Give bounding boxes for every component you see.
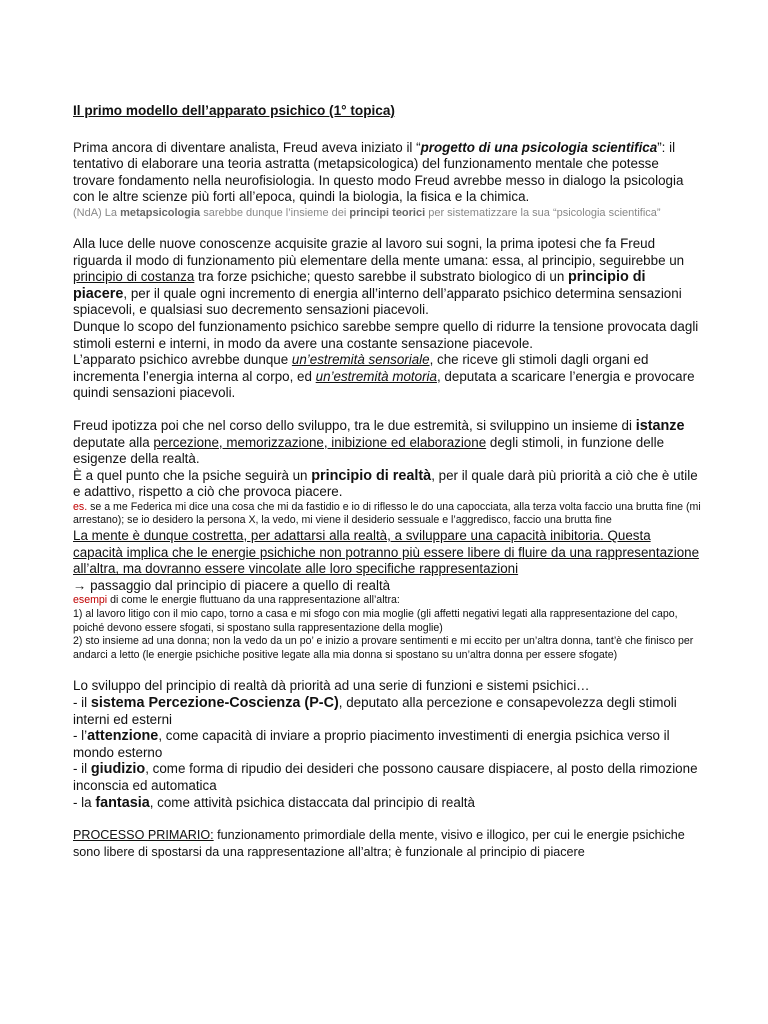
emphasis-progetto: progetto di una psicologia scientifica (420, 139, 658, 155)
paragraph-capacita-inibitoria: La mente è dunque costretta, per adattarsi alla realtà, a sviluppare una capacità inibitoria. Questa capacità implica che le energie psichiche non potranno più essere libere di fluire da una rappresentazione all’altra, ma dovranno essere vincolate alle loro specifiche rappresentazioni (73, 528, 700, 577)
example-item: 2) sto insieme ad una donna; non la vedo da un po’ e inizio a provare sentimenti e mi eccito per un’altra donna, tant’è che finisco per andarci a letto (le energie psichiche positive legate alla mia donna si spostano su un’altra donna per essere sfogate) (73, 635, 694, 661)
list-item: - il giudizio, come forma di ripudio dei desideri che possono causare dispiacere, al posto della rimozione inconscia ed automatica (73, 761, 698, 793)
example-item: 1) al lavoro litigo con il mio capo, torno a casa e mi sfogo con mia moglie (gli affetti negativi legati alla rappresentazione del capo, poiché devono essere sfogati, si spostano sulla rappresentazione della moglie) (73, 608, 678, 634)
author-note: (NdA) La metapsicologia sarebbe dunque l’insieme dei principi teorici per sistematizzare la sua “psicologia scientifica” (73, 206, 661, 219)
arrow-right-icon: → (73, 577, 87, 593)
transition-line: → passaggio dal principio di piacere a quello di realtà (73, 577, 391, 593)
paragraph-istanze: Freud ipotizza poi che nel corso dello sviluppo, tra le due estremità, si sviluppino un insieme di istanze deputate alla percezione, memorizzazione, inibizione ed elaborazione degli stimoli, in funzione delle esigenze della realtà. (73, 417, 685, 467)
list-item: - l’attenzione, come capacità di inviare a proprio piacimento investimenti di energia psichica verso il mondo esterno (73, 728, 670, 760)
document-page (73, 103, 703, 860)
list-item: - la fantasia, come attività psichica distaccata dal principio di realtà (73, 794, 475, 811)
page-title: Il primo modello dell’apparato psichico (1° topica) (73, 103, 395, 118)
paragraph-principio-piacere: Alla luce delle nuove conoscenze acquisite grazie al lavoro sui sogni, la prima ipotesi che fa Freud riguarda il modo di funzionamento più elementare della mente umana: essa, al principio, seguirebbe un principio di costanza tra forze psichiche; questo sarebbe il substrato biologico di un principio di piacere, per il quale ogni incremento di energia all’interno dell’apparato psichico determina sensazioni spiacevoli, e qualsiasi suo decremento sensazioni piacevoli. (73, 235, 685, 318)
examples-intro: esempi di come le energie fluttuano da una rappresentazione all’altra: (73, 594, 400, 607)
list-item: - il sistema Percezione-Coscienza (P-C), deputato alla percezione e consapevolezza degli stimoli interni ed esterni (73, 695, 677, 727)
paragraph-estremita: L’apparato psichico avrebbe dunque un’estremità sensoriale, che riceve gli stimoli dagli organi ed incrementa l’energia interna al corpo, ed un’estremità motoria, deputata a scaricare l’energia e provocare quindi sensazioni piacevoli. (73, 352, 695, 401)
paragraph-scopo: Dunque lo scopo del funzionamento psichico sarebbe sempre quello di ridurre la tensione provocata dagli stimoli esterni e interni, in modo da avere una costante sensazione piacevole. (73, 318, 699, 351)
example-note: es. se a me Federica mi dice una cosa che mi da fastidio e io di riflesso le do una capocciata, alla terza volta faccio una brutta fine (mi arrestano); se io desidero la persona X, la vedo, mi viene il desiderio sessuale e l’aggredisco, faccio una brutta fine (73, 500, 701, 527)
paragraph-processo-primario: PROCESSO PRIMARIO: funzionamento primordiale della mente, visivo e illogico, per cui le energie psichiche sono libere di spostarsi da una rappresentazione all’altra; è funzionale al principio di piacere (73, 828, 685, 859)
paragraph-progetto: Prima ancora di diventare analista, Freud aveva iniziato il “progetto di una psicologia scientifica”: il tentativo di elaborare una teoria astratta (metapsicologica) del funzionamento mentale che potesse trovare fondamento nella neurofisiologia. In questo modo Freud avrebbe messo in dialogo la psicologia con le altre scienze più forti all’epoca, quindi la biologia, la fisica e la chimica. (73, 139, 684, 205)
paragraph-funzioni: Lo sviluppo del principio di realtà dà priorità ad una serie di funzioni e sistemi psichici… (73, 678, 590, 694)
paragraph-principio-realta: È a quel punto che la psiche seguirà un principio di realtà, per il quale darà più priorità a ciò che è utile e adattivo, rispetto a ciò che provoca piacere. (73, 467, 698, 500)
